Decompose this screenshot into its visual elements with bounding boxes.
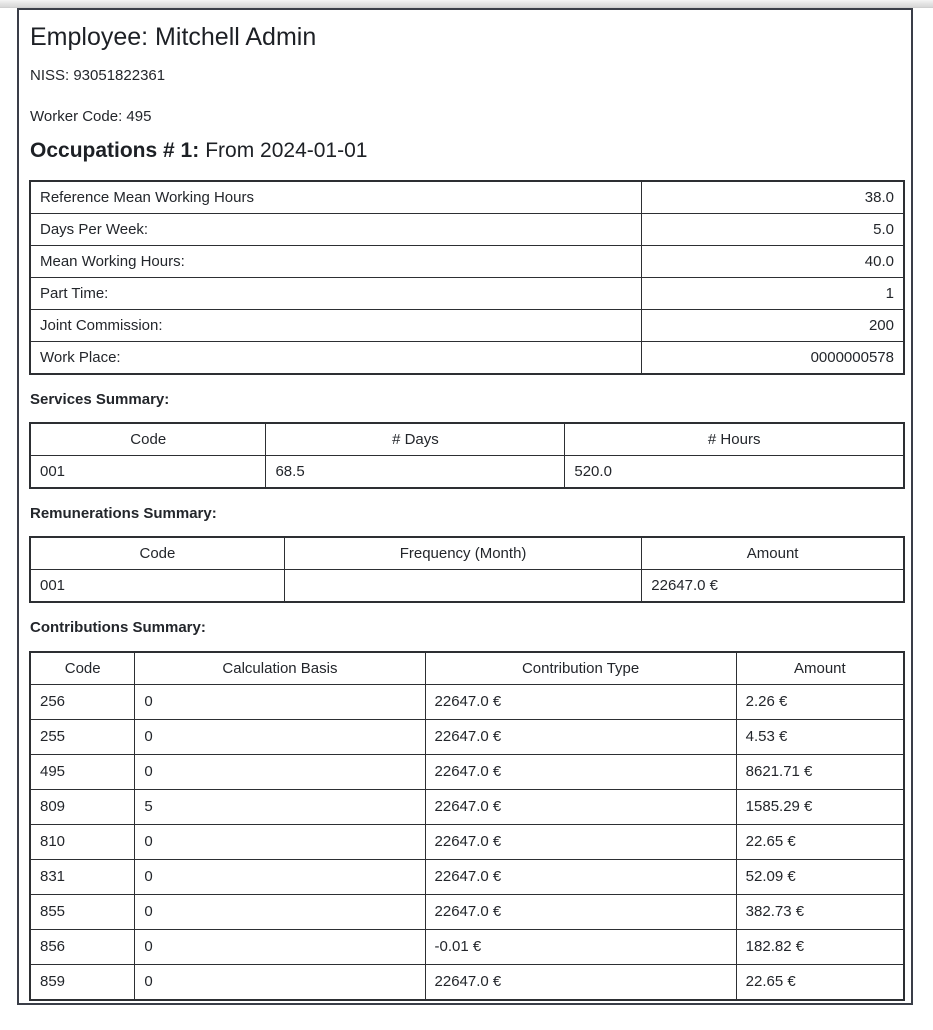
table-cell: 0	[135, 685, 425, 720]
table-row	[30, 930, 904, 965]
table-cell: 22.65 €	[736, 825, 904, 860]
occupation-detail-value: 38.0	[642, 181, 904, 214]
column-header: Frequency (Month)	[284, 537, 641, 570]
table-cell: 859	[30, 965, 135, 1001]
column-header: Code	[30, 537, 284, 570]
table-cell: 0	[135, 895, 425, 930]
services-summary-table	[29, 422, 905, 489]
table-row	[30, 790, 904, 825]
table-cell: 810	[30, 825, 135, 860]
table-cell: 831	[30, 860, 135, 895]
table-row	[30, 965, 904, 1001]
table-cell: 22647.0 €	[425, 720, 736, 755]
table-cell: 22.65 €	[736, 965, 904, 1001]
occupation-detail-label: Work Place:	[30, 342, 642, 375]
table-cell: 382.73 €	[736, 895, 904, 930]
table-row	[30, 278, 904, 310]
table-row	[30, 246, 904, 278]
table-cell: 856	[30, 930, 135, 965]
table-row	[30, 825, 904, 860]
table-cell: 4.53 €	[736, 720, 904, 755]
table-cell: 22647.0 €	[425, 825, 736, 860]
occupation-detail-label: Mean Working Hours:	[30, 246, 642, 278]
table-cell: 68.5	[266, 456, 565, 489]
table-cell: 22647.0 €	[425, 860, 736, 895]
table-cell: 0	[135, 720, 425, 755]
contributions-summary-table	[29, 651, 905, 1001]
table-header-row	[30, 537, 904, 570]
table-cell: 8621.71 €	[736, 755, 904, 790]
table-cell	[284, 570, 641, 603]
table-row	[30, 456, 904, 489]
occupation-detail-label: Joint Commission:	[30, 310, 642, 342]
table-cell: 0	[135, 930, 425, 965]
column-header: Code	[30, 652, 135, 685]
occupation-detail-label: Days Per Week:	[30, 214, 642, 246]
table-cell: 5	[135, 790, 425, 825]
column-header: Code	[30, 423, 266, 456]
table-cell: 22647.0 €	[425, 965, 736, 1001]
table-header-row	[30, 652, 904, 685]
occupation-detail-value: 40.0	[642, 246, 904, 278]
table-cell: 2.26 €	[736, 685, 904, 720]
table-cell: 22647.0 €	[425, 790, 736, 825]
report-page	[17, 8, 913, 1005]
table-cell: 0	[135, 755, 425, 790]
table-cell: 22647.0 €	[425, 685, 736, 720]
table-header-row	[30, 423, 904, 456]
employee-title: Employee: Mitchell Admin	[30, 23, 317, 51]
column-header: Amount	[642, 537, 904, 570]
table-row	[30, 895, 904, 930]
table-cell: 855	[30, 895, 135, 930]
table-cell: 22647.0 €	[642, 570, 904, 603]
occupation-detail-value: 5.0	[642, 214, 904, 246]
table-cell: 22647.0 €	[425, 755, 736, 790]
employee-niss: NISS: 93051822361	[30, 67, 166, 84]
column-header: # Hours	[565, 423, 904, 456]
occupation-detail-label: Part Time:	[30, 278, 642, 310]
table-cell: 809	[30, 790, 135, 825]
table-cell: 001	[30, 456, 266, 489]
services-section-label: Services Summary:	[30, 391, 170, 408]
table-row	[30, 570, 904, 603]
table-cell: 1585.29 €	[736, 790, 904, 825]
occupation-detail-value: 0000000578	[642, 342, 904, 375]
table-cell: -0.01 €	[425, 930, 736, 965]
table-cell: 520.0	[565, 456, 904, 489]
occupation-details-table	[29, 180, 905, 375]
occupation-heading-date: From 2024-01-01	[205, 139, 368, 162]
column-header: # Days	[266, 423, 565, 456]
table-row	[30, 860, 904, 895]
occupation-detail-value: 1	[642, 278, 904, 310]
occupation-heading	[30, 138, 905, 164]
table-cell: 0	[135, 825, 425, 860]
table-cell: 255	[30, 720, 135, 755]
contributions-section-label: Contributions Summary:	[30, 619, 206, 636]
remunerations-summary-table	[29, 536, 905, 603]
table-row	[30, 720, 904, 755]
table-cell: 22647.0 €	[425, 895, 736, 930]
column-header: Contribution Type	[425, 652, 736, 685]
table-row	[30, 342, 904, 375]
table-row	[30, 181, 904, 214]
table-cell: 0	[135, 965, 425, 1001]
viewer-top-strip	[0, 0, 933, 8]
table-row	[30, 310, 904, 342]
table-row	[30, 755, 904, 790]
column-header: Amount	[736, 652, 904, 685]
table-row	[30, 214, 904, 246]
table-cell: 182.82 €	[736, 930, 904, 965]
column-header: Calculation Basis	[135, 652, 425, 685]
table-cell: 0	[135, 860, 425, 895]
table-cell: 256	[30, 685, 135, 720]
occupation-detail-label: Reference Mean Working Hours	[30, 181, 642, 214]
employee-worker-code: Worker Code: 495	[30, 108, 152, 125]
table-cell: 495	[30, 755, 135, 790]
occupation-heading-label: Occupations # 1:	[30, 139, 200, 162]
occupation-detail-value: 200	[642, 310, 904, 342]
table-cell: 52.09 €	[736, 860, 904, 895]
table-cell: 001	[30, 570, 284, 603]
table-row	[30, 685, 904, 720]
remunerations-section-label: Remunerations Summary:	[30, 505, 217, 522]
